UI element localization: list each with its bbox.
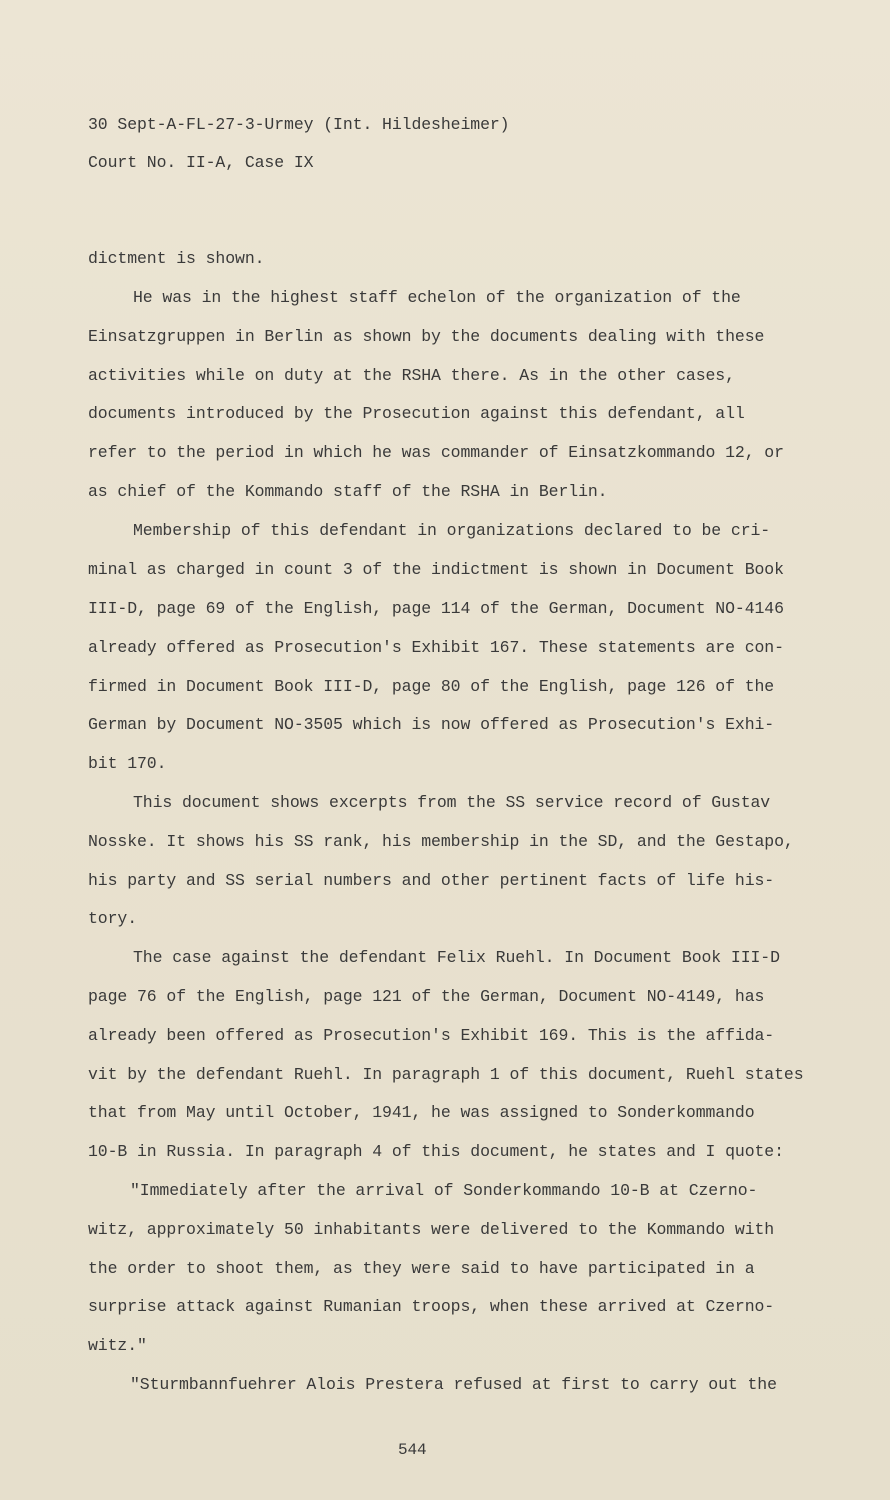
body-line: "Sturmbannfuehrer Alois Prestera refused at first to carry out the: [130, 1375, 777, 1394]
body-line: witz, approximately 50 inhabitants were delivered to the Kommando with: [88, 1220, 775, 1239]
body-line: as chief of the Kommando staff of the RSHA in Berlin.: [88, 482, 608, 501]
body-line: 10-B in Russia. In paragraph 4 of this document, he states and I quote:: [88, 1142, 784, 1161]
body-line: refer to the period in which he was commander of Einsatzkommando 12, or: [88, 443, 784, 462]
header-reference: 30 Sept-A-FL-27-3-Urmey (Int. Hildesheimer): [88, 115, 510, 134]
body-line: Einsatzgruppen in Berlin as shown by the documents dealing with these: [88, 327, 765, 346]
body-line: witz.": [88, 1336, 147, 1355]
body-line: "Immediately after the arrival of Sonderkommando 10-B at Czerno-: [130, 1181, 758, 1200]
body-line: the order to shoot them, as they were said to have participated in a: [88, 1259, 755, 1278]
body-line: his party and SS serial numbers and other pertinent facts of life his-: [88, 871, 775, 890]
page-number: 544: [398, 1441, 427, 1459]
body-line: activities while on duty at the RSHA there. As in the other cases,: [88, 366, 735, 385]
body-line: He was in the highest staff echelon of the organization of the: [133, 288, 741, 307]
body-line: that from May until October, 1941, he was assigned to Sonderkommando: [88, 1103, 755, 1122]
body-line: dictment is shown.: [88, 249, 265, 268]
body-line: documents introduced by the Prosecution against this defendant, all: [88, 404, 745, 423]
body-line: III-D, page 69 of the English, page 114 of the German, Document NO-4146: [88, 599, 784, 618]
body-line: minal as charged in count 3 of the indictment is shown in Document Book: [88, 560, 784, 579]
body-line: page 76 of the English, page 121 of the German, Document NO-4149, has: [88, 987, 765, 1006]
body-line: The case against the defendant Felix Ruehl. In Document Book III-D: [133, 948, 780, 967]
body-line: tory.: [88, 909, 138, 928]
body-line: German by Document NO-3505 which is now offered as Prosecution's Exhi-: [88, 715, 775, 734]
body-line: bit 170.: [88, 754, 167, 773]
body-line: Nosske. It shows his SS rank, his membership in the SD, and the Gestapo,: [88, 832, 794, 851]
body-line: Membership of this defendant in organizations declared to be cri-: [133, 521, 771, 540]
body-line: This document shows excerpts from the SS service record of Gustav: [133, 793, 771, 812]
body-line: already offered as Prosecution's Exhibit 167. These statements are con-: [88, 638, 784, 657]
body-line: surprise attack against Rumanian troops, when these arrived at Czerno-: [88, 1297, 775, 1316]
body-line: firmed in Document Book III-D, page 80 of the English, page 126 of the: [88, 677, 775, 696]
body-line: vit by the defendant Ruehl. In paragraph 1 of this document, Ruehl states: [88, 1065, 804, 1084]
header-court: Court No. II-A, Case IX: [88, 153, 314, 172]
body-line: already been offered as Prosecution's Exhibit 169. This is the affida-: [88, 1026, 775, 1045]
